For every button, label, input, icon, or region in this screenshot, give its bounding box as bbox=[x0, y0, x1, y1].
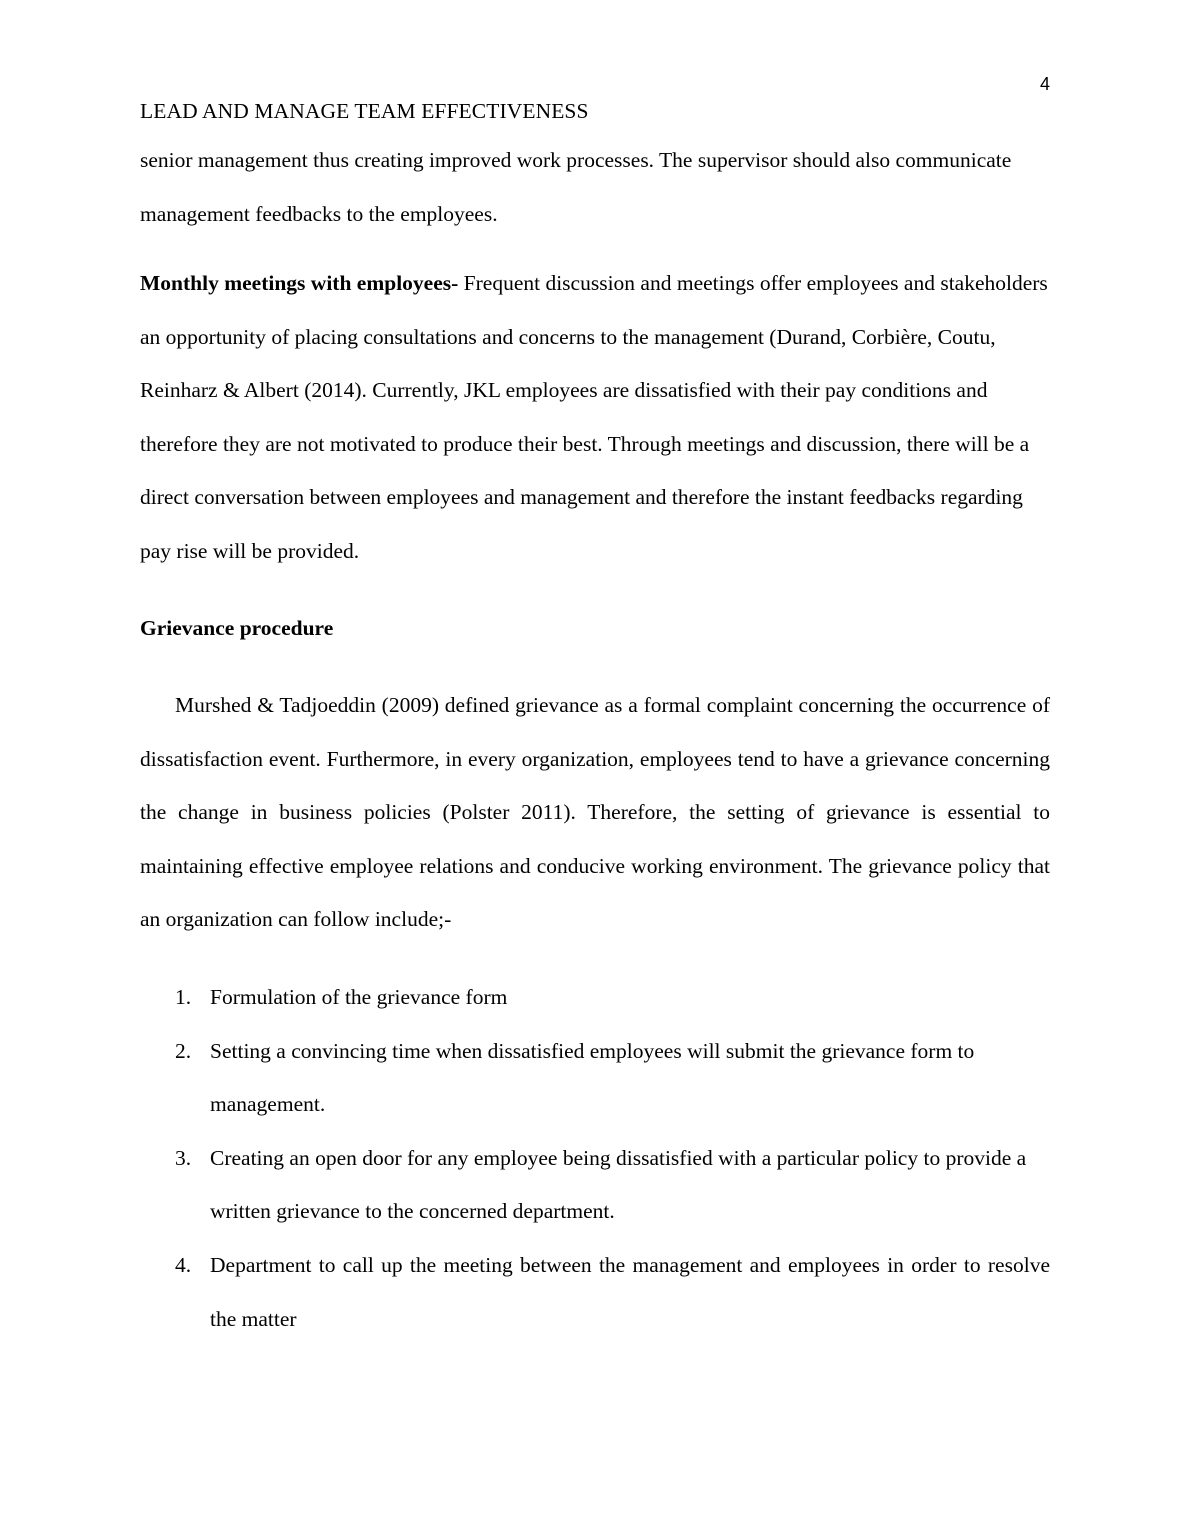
list-item-text: Formulation of the grievance form bbox=[210, 985, 508, 1009]
list-item-text: Department to call up the meeting between the management and employees in order to resolve the matter bbox=[210, 1252, 1050, 1331]
grievance-steps-list bbox=[140, 971, 1050, 1346]
list-item bbox=[140, 971, 1050, 1025]
paragraph-monthly-meetings bbox=[140, 257, 1050, 579]
list-item-number: 2. bbox=[175, 1038, 192, 1063]
list-item bbox=[140, 1132, 1050, 1239]
paragraph-body: Frequent discussion and meetings offer employees and stakeholders an opportunity of placing consultations and concerns to the management (Durand, Corbière, Coutu, Reinharz & Albert (2014). Currently, JKL employees are dissatisfied with their pay conditions and therefore they are not motivated to produce their best. Through meetings and discussion, there will be a direct conversation between employees and management and therefore the instant feedbacks regarding pay rise will be provided. bbox=[140, 271, 1048, 563]
list-item-number: 4. bbox=[175, 1252, 192, 1277]
list-item-text: Creating an open door for any employee being dissatisfied with a particular policy to provide a written grievance to the concerned department. bbox=[210, 1145, 1027, 1224]
list-item-number: 1. bbox=[175, 985, 192, 1009]
list-item bbox=[140, 1239, 1050, 1346]
list-item bbox=[140, 1025, 1050, 1132]
list-item-text: Setting a convincing time when dissatisfied employees will submit the grievance form to management. bbox=[210, 1038, 975, 1117]
page-number: 4 bbox=[1039, 74, 1050, 94]
paragraph-lead-in: Monthly meetings with employees- bbox=[140, 271, 459, 295]
list-item-number: 3. bbox=[175, 1145, 192, 1170]
paragraph-grievance-definition: Murshed & Tadjoeddin (2009) defined grievance as a formal complaint concerning the occurrence of dissatisfaction event. Furthermore, in every organization, employees tend to have a grievance concerning the change in business policies (Polster 2011). Therefore, the setting of grievance is essential to maintaining effective employee relations and conducive working environment. The grievance policy that an organization can follow include;- bbox=[140, 693, 1050, 932]
running-head: LEAD AND MANAGE TEAM EFFECTIVENESS bbox=[140, 99, 589, 123]
section-heading: Grievance procedure bbox=[140, 616, 334, 640]
paragraph-continuation: senior management thus creating improved work processes. The supervisor should also communicate management feedbacks to the employees. bbox=[140, 148, 1012, 226]
